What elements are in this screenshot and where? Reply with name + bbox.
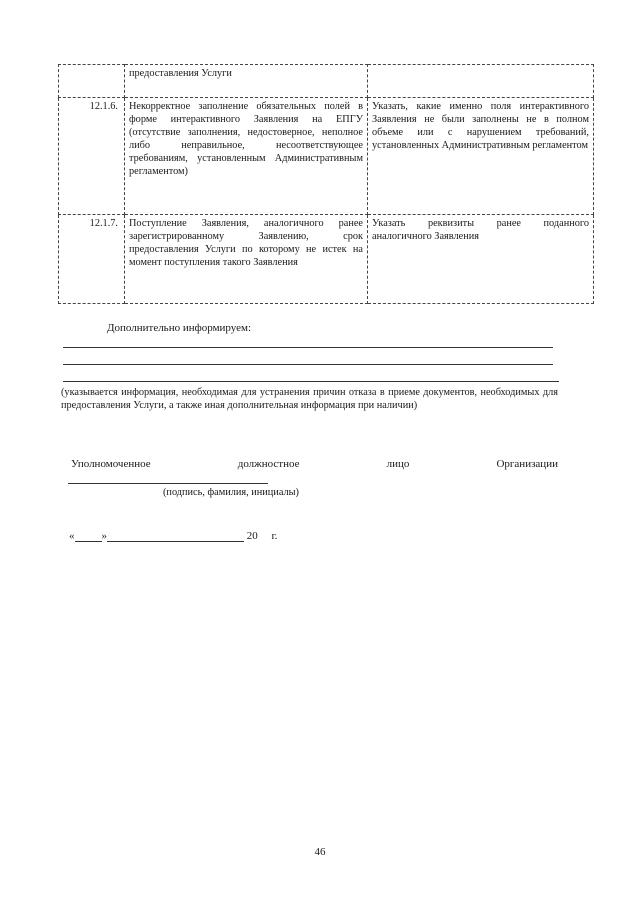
refusal-reason: предоставления Услуги	[125, 65, 368, 98]
refusal-reasons-table	[58, 64, 594, 304]
clarification	[368, 65, 594, 98]
fill-line	[63, 347, 553, 348]
signatory-word: Уполномоченное	[71, 458, 151, 470]
signatory-title	[71, 458, 558, 470]
note-text: (указывается информация, необходимая для устранения причин отказа в приеме документов, необходимых для предоставления Услуги, а также иная дополнительная информация при наличии)	[61, 387, 558, 411]
row-number: 12.1.6.	[59, 98, 125, 215]
clarification: Указать, какие именно поля интерактивного Заявления не были заполнены не в полном объеме или с нарушением требований, установленных Административным регламентом	[368, 98, 594, 215]
day-blank	[75, 530, 102, 542]
refusal-reason: Некорректное заполнение обязательных полей в форме интерактивного Заявления на ЕПГУ (отсутствие заполнения, недостоверное, неполное либо неправильное, несоответствующее требованиям, установленным Административным регламентом)	[125, 98, 368, 215]
clarification: Указать реквизиты ранее поданного аналогичного Заявления	[368, 215, 594, 304]
year-prefix: 20	[246, 530, 258, 542]
signatory-word: Организации	[496, 458, 558, 470]
refusal-reason: Поступление Заявления, аналогичного ранее зарегистрированному Заявлению, срок предоставления Услуги по которому не истек на момент поступления такого Заявления	[125, 215, 368, 304]
page-number: 46	[314, 846, 326, 858]
table-row	[59, 65, 594, 98]
signatory-word: должностное	[237, 458, 300, 470]
fill-line	[63, 364, 553, 365]
table-row	[59, 98, 594, 215]
additional-info-label: Дополнительно информируем:	[107, 322, 252, 334]
table-row	[59, 215, 594, 304]
signatory-word: лицо	[386, 458, 410, 470]
row-number	[59, 65, 125, 98]
year-suffix: г.	[271, 530, 278, 542]
signature-caption: (подпись, фамилия, инициалы)	[163, 487, 299, 498]
row-number: 12.1.7.	[59, 215, 125, 304]
month-blank	[107, 530, 244, 542]
signature-line	[68, 483, 268, 484]
open-quote: «	[69, 530, 75, 542]
date-field	[69, 530, 278, 542]
fill-line	[63, 381, 559, 382]
close-quote: »	[101, 530, 107, 542]
